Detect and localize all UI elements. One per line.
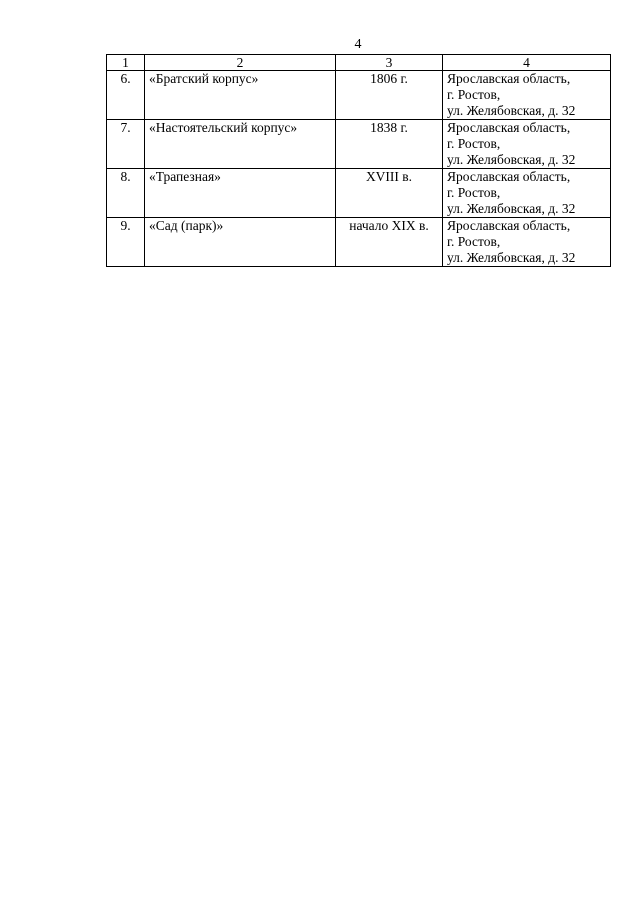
object-address <box>443 120 611 169</box>
row-number: 9. <box>107 218 145 267</box>
object-date: 1806 г. <box>336 71 443 120</box>
object-name: «Трапезная» <box>145 169 336 218</box>
table-row <box>107 218 611 267</box>
address-region: Ярославская область, <box>447 71 571 86</box>
address-city: г. Ростов, <box>447 234 501 249</box>
address-street: ул. Желябовская, д. 32 <box>447 250 576 265</box>
address-region: Ярославская область, <box>447 120 571 135</box>
address-city: г. Ростов, <box>447 185 501 200</box>
column-header-2: 2 <box>145 55 336 71</box>
object-address <box>443 218 611 267</box>
column-header-1: 1 <box>107 55 145 71</box>
object-name: «Настоятельский корпус» <box>145 120 336 169</box>
object-name: «Братский корпус» <box>145 71 336 120</box>
address-street: ул. Желябовская, д. 32 <box>447 103 576 118</box>
object-address <box>443 71 611 120</box>
heritage-objects-table <box>106 54 611 267</box>
table-header-row <box>107 55 611 71</box>
column-header-4: 4 <box>443 55 611 71</box>
object-address <box>443 169 611 218</box>
address-city: г. Ростов, <box>447 136 501 151</box>
row-number: 8. <box>107 169 145 218</box>
row-number: 6. <box>107 71 145 120</box>
table-row <box>107 71 611 120</box>
object-name: «Сад (парк)» <box>145 218 336 267</box>
address-street: ул. Желябовская, д. 32 <box>447 152 576 167</box>
page-number: 4 <box>354 37 362 52</box>
address-street: ул. Желябовская, д. 32 <box>447 201 576 216</box>
address-city: г. Ростов, <box>447 87 501 102</box>
column-header-3: 3 <box>336 55 443 71</box>
address-region: Ярославская область, <box>447 169 571 184</box>
object-date: XVIII в. <box>336 169 443 218</box>
table-row <box>107 169 611 218</box>
table-row <box>107 120 611 169</box>
address-region: Ярославская область, <box>447 218 571 233</box>
row-number: 7. <box>107 120 145 169</box>
object-date: начало XIX в. <box>336 218 443 267</box>
object-date: 1838 г. <box>336 120 443 169</box>
